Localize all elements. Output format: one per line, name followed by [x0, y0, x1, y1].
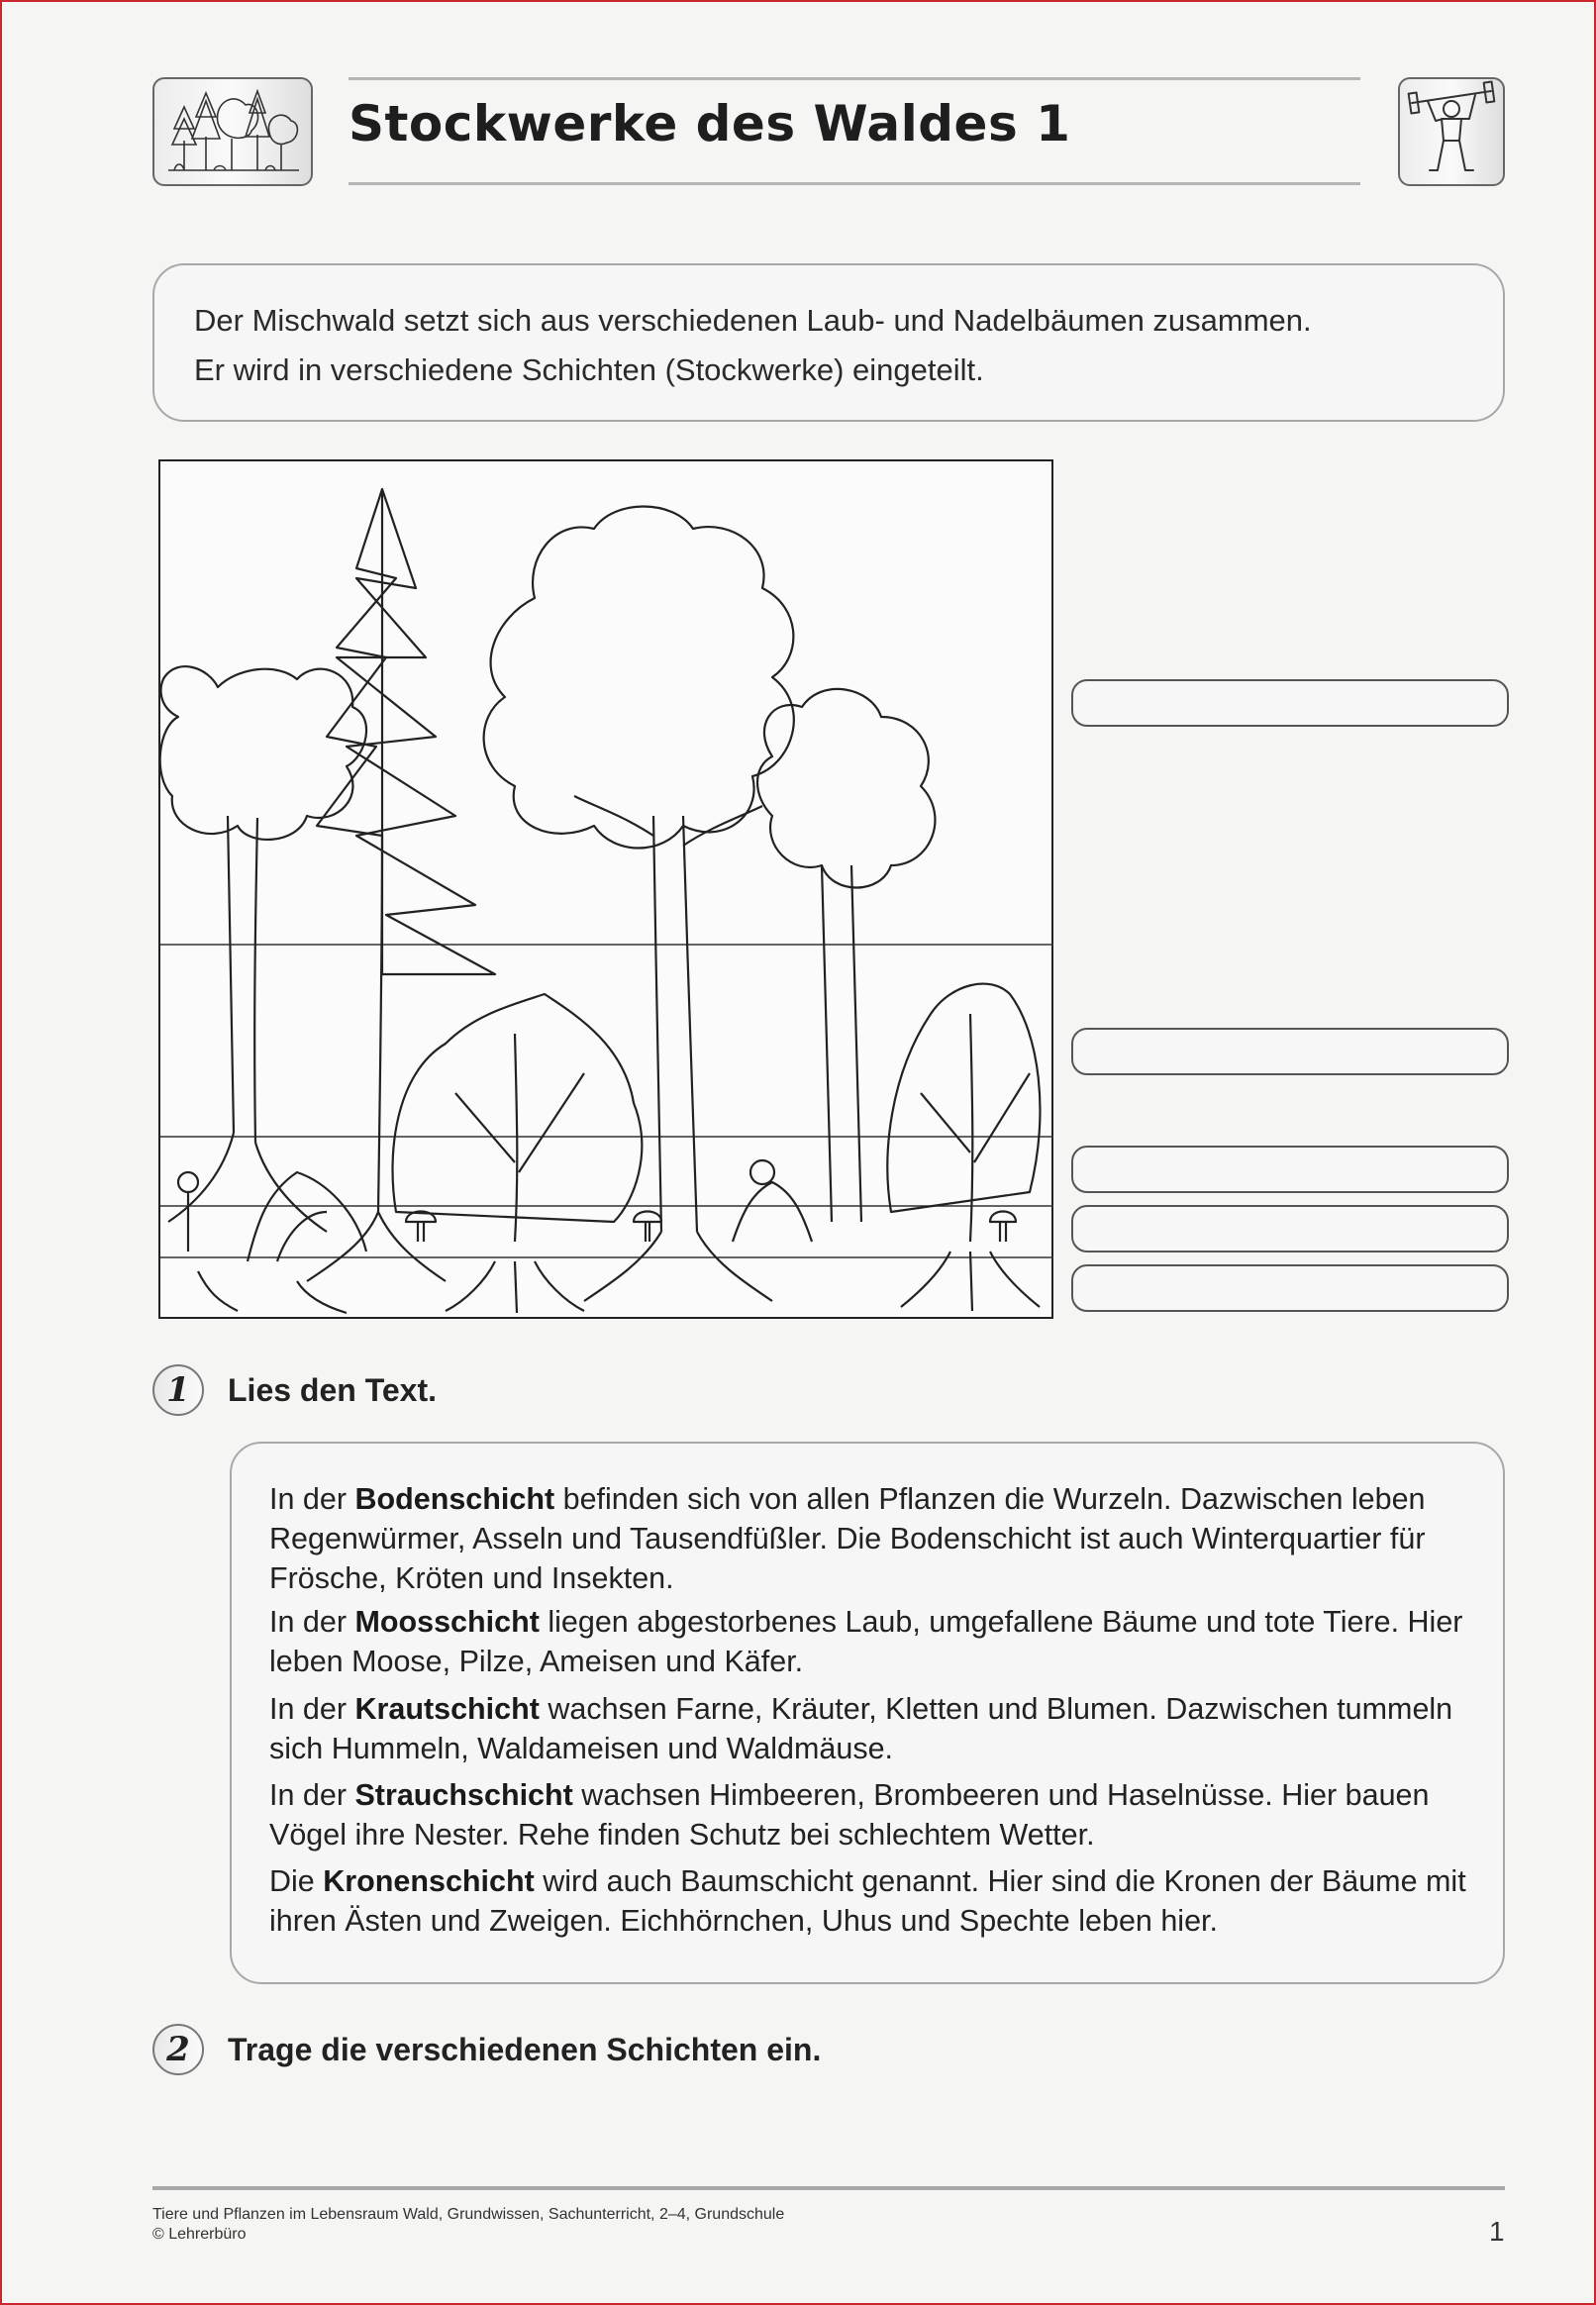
intro-box: [152, 263, 1505, 422]
answer-field-krautschicht[interactable]: [1071, 1146, 1509, 1193]
footer-source: Tiere und Pflanzen im Lebensraum Wald, Grundwissen, Sachunterricht, 2–4, Grundschule: [152, 2206, 785, 2223]
task-2-number: 2: [152, 2024, 204, 2075]
task-2-label: Trage die verschiedenen Schichten ein.: [228, 2032, 822, 2067]
footer-rule: [152, 2186, 1505, 2190]
header-bottom-rule: [349, 182, 1360, 185]
answer-field-kronenschicht[interactable]: [1071, 679, 1509, 727]
task-1-label: Lies den Text.: [228, 1372, 438, 1408]
intro-line-1: Der Mischwald setzt sich aus verschiedenen Laub- und Nadelbäumen zusammen.: [194, 303, 1312, 338]
layers-text-box: [230, 1442, 1505, 1984]
paragraph-krautschicht: In der Krautschicht wachsen Farne, Kräuter, Kletten und Blumen. Dazwischen tummeln sich Hummeln, Waldameisen und Waldmäuse.: [269, 1692, 1453, 1765]
footer-copyright: © Lehrerbüro: [152, 2226, 247, 2243]
answer-field-strauchschicht[interactable]: [1071, 1028, 1509, 1075]
paragraph-bodenschicht: In der Bodenschicht befinden sich von allen Pflanzen die Wurzeln. Dazwischen leben Regenwürmer, Asseln und Tausendfüßler. Die Bodenschicht ist auch Winterquartier für Frösche, Kröten und Insekten.: [269, 1482, 1426, 1595]
header-top-rule: [349, 77, 1360, 80]
answer-field-bodenschicht[interactable]: [1071, 1264, 1509, 1312]
page-number: 1: [1489, 2216, 1505, 2247]
answer-field-moosschicht[interactable]: [1071, 1205, 1509, 1253]
forest-layers-illustration: [158, 459, 1055, 1321]
task-1-number: 1: [152, 1364, 204, 1416]
forest-trees-icon: [152, 77, 313, 186]
paragraph-strauchschicht: In der Strauchschicht wachsen Himbeeren, Brombeeren und Haselnüsse. Hier bauen Vögel ihre Nester. Rehe finden Schutz bei schlechtem Wetter.: [269, 1778, 1430, 1852]
paragraph-moosschicht: In der Moosschicht liegen abgestorbenes Laub, umgefallene Bäume und tote Tiere. Hier leben Moose, Pilze, Ameisen und Käfer.: [269, 1605, 1463, 1678]
intro-line-2: Er wird in verschiedene Schichten (Stockwerke) eingeteilt.: [194, 352, 984, 387]
page-title: Stockwerke des Waldes 1: [349, 95, 1071, 152]
paragraph-kronenschicht: Die Kronenschicht wird auch Baumschicht genannt. Hier sind die Kronen der Bäume mit ihren Ästen und Zweigen. Eichhörnchen, Uhus und Spechte leben hier.: [269, 1864, 1466, 1938]
weightlifter-icon: [1398, 77, 1505, 186]
